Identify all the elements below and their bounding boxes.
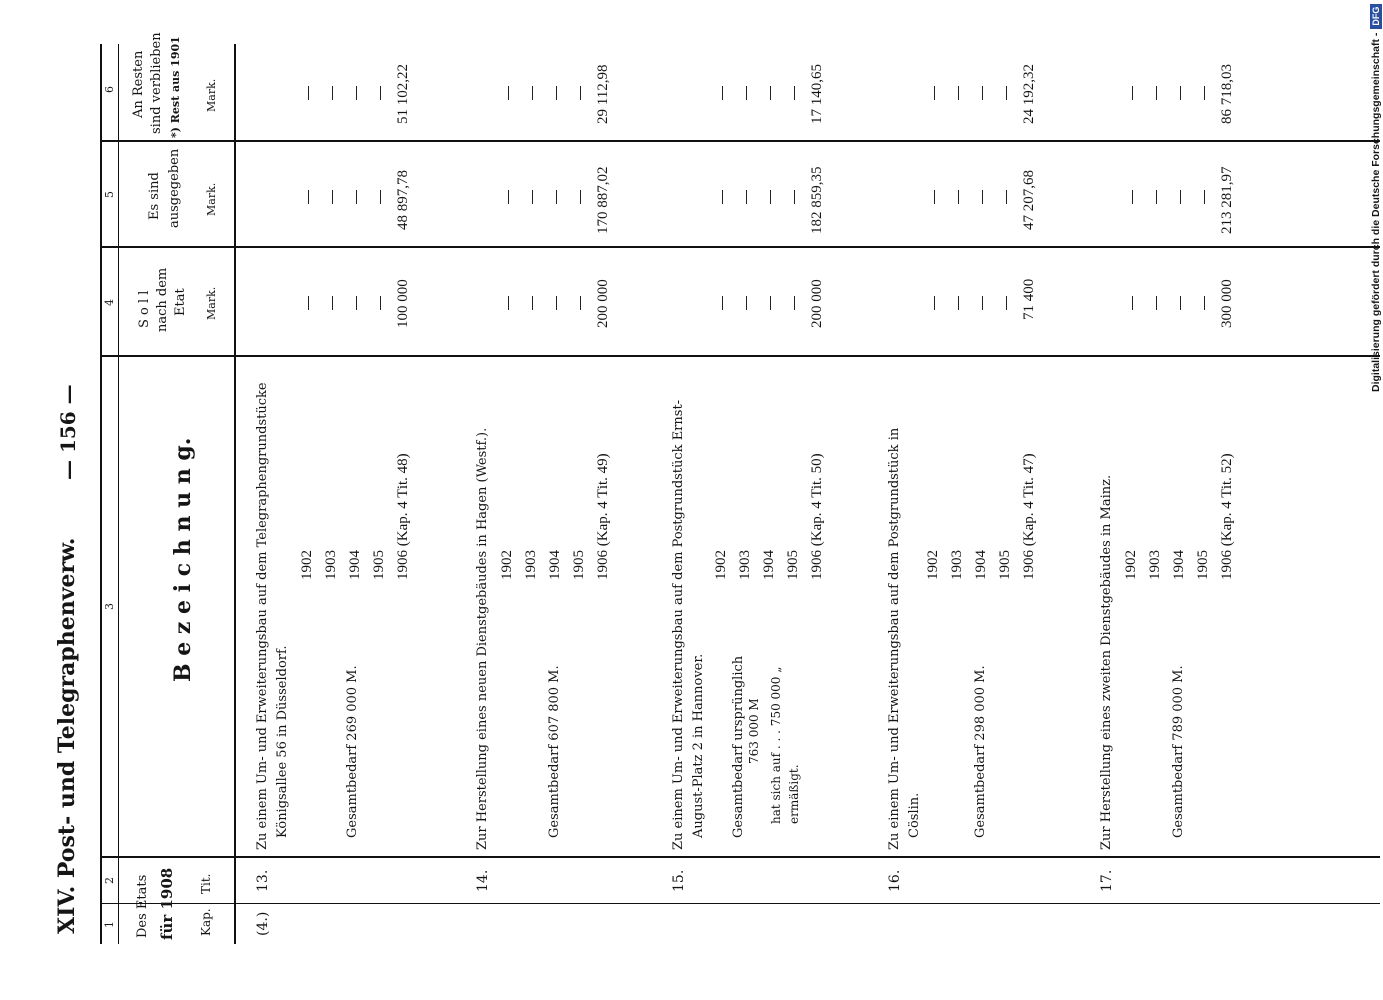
table-top-rule xyxy=(100,44,102,944)
year-row: 1904 xyxy=(973,550,989,580)
entry-tit: 13. xyxy=(255,869,271,892)
empty-value-dash xyxy=(1156,296,1157,310)
ausgegeben-value: 48 897,78 xyxy=(395,170,411,230)
empty-value-dash xyxy=(532,190,533,204)
year-row: 1905 xyxy=(1195,550,1211,580)
ausgegeben-value: 47 207,68 xyxy=(1021,170,1037,230)
empty-value-dash xyxy=(1132,190,1133,204)
empty-value-dash xyxy=(982,296,983,310)
ausgegeben-value: 182 859,35 xyxy=(809,166,825,234)
year-row: 1903 xyxy=(1147,550,1163,580)
empty-value-dash xyxy=(722,86,723,100)
entry-tit: 14. xyxy=(475,869,491,892)
empty-value-dash xyxy=(958,190,959,204)
empty-value-dash xyxy=(1180,86,1181,100)
empty-value-dash xyxy=(934,190,935,204)
year-row: 1902 xyxy=(1123,550,1139,580)
year-row: 1904 xyxy=(347,550,363,580)
year-row: 1903 xyxy=(323,550,339,580)
etat-header-line2: für 1908 xyxy=(158,867,176,940)
year-row: 1906 (Kap. 4 Tit. 48) xyxy=(395,453,411,580)
empty-value-dash xyxy=(1006,296,1007,310)
rest-value: 86 718,03 xyxy=(1219,64,1235,124)
empty-value-dash xyxy=(934,296,935,310)
rest-unit: Mark. xyxy=(205,78,218,112)
empty-value-dash xyxy=(532,86,533,100)
rest-value: 17 140,65 xyxy=(809,64,825,124)
empty-value-dash xyxy=(356,86,357,100)
page-number: — 156 — xyxy=(56,384,80,480)
soll-value: 200 000 xyxy=(809,279,825,328)
empty-value-dash xyxy=(982,190,983,204)
empty-value-dash xyxy=(746,296,747,310)
year-row: 1906 (Kap. 4 Tit. 47) xyxy=(1021,453,1037,580)
year-row: 1902 xyxy=(299,550,315,580)
tit-header: Tit. xyxy=(199,873,213,894)
col-divider-ausg-rest xyxy=(100,140,1380,142)
col-num-3: 3 xyxy=(103,603,116,610)
rest-header-line1: An Resten xyxy=(131,50,146,118)
digitization-note xyxy=(1370,4,1382,392)
kap-value: (4.) xyxy=(255,911,271,936)
empty-value-dash xyxy=(308,190,309,204)
empty-value-dash xyxy=(746,190,747,204)
year-row: 1905 xyxy=(785,550,801,580)
ausgegeben-value: 170 887,02 xyxy=(595,166,611,234)
empty-value-dash xyxy=(1156,190,1157,204)
empty-value-dash xyxy=(934,86,935,100)
empty-value-dash xyxy=(794,296,795,310)
entry-title: Zu einem Um- und Erweiterungsbau auf dem Postgrundstück in xyxy=(887,427,902,850)
col-num-6: 6 xyxy=(103,86,116,93)
column-number-rule xyxy=(118,44,119,944)
year-row: 1905 xyxy=(371,550,387,580)
empty-value-dash xyxy=(508,86,509,100)
empty-value-dash xyxy=(332,296,333,310)
empty-value-dash xyxy=(1180,296,1181,310)
rest-header-note: *) Rest aus 1901 xyxy=(169,36,182,138)
col-num-1: 1 xyxy=(103,921,116,928)
year-row: 1906 (Kap. 4 Tit. 50) xyxy=(809,453,825,580)
empty-value-dash xyxy=(746,86,747,100)
empty-value-dash xyxy=(722,190,723,204)
empty-value-dash xyxy=(508,296,509,310)
empty-value-dash xyxy=(1006,190,1007,204)
soll-value: 300 000 xyxy=(1219,279,1235,328)
empty-value-dash xyxy=(1204,86,1205,100)
bezeichnung-header: B e z e i c h n u n g. xyxy=(170,437,196,682)
entry-gesamtbedarf: Gesamtbedarf ursprünglich xyxy=(731,655,746,838)
entry-title: Zur Herstellung eines zweiten Dienstgebäudes in Mainz. xyxy=(1099,474,1114,850)
empty-value-dash xyxy=(380,86,381,100)
empty-value-dash xyxy=(1006,86,1007,100)
year-row: 1902 xyxy=(499,550,515,580)
entry-title: Zur Herstellung eines neuen Dienstgebäudes in Hagen (Westf.). xyxy=(475,427,490,850)
empty-value-dash xyxy=(580,296,581,310)
dfg-logo: DFG xyxy=(1370,4,1382,29)
soll-header-line2: nach dem xyxy=(155,267,170,332)
empty-value-dash xyxy=(1180,190,1181,204)
empty-value-dash xyxy=(770,86,771,100)
rest-header-line2: sind verblieben xyxy=(149,32,164,134)
empty-value-dash xyxy=(982,86,983,100)
rest-value: 29 112,98 xyxy=(595,64,611,124)
col-divider-kap-tit xyxy=(100,903,1380,904)
empty-value-dash xyxy=(770,296,771,310)
empty-value-dash xyxy=(380,190,381,204)
soll-value: 100 000 xyxy=(395,279,411,328)
entry-gesamtbedarf: Gesamtbedarf 298 000 M. xyxy=(973,665,988,838)
empty-value-dash xyxy=(556,86,557,100)
kap-header: Kap. xyxy=(199,908,213,936)
entry-title: Zu einem Um- und Erweiterungsbau auf dem Postgrundstück Ernst- xyxy=(671,399,686,850)
col-num-4: 4 xyxy=(103,299,116,306)
empty-value-dash xyxy=(580,190,581,204)
empty-value-dash xyxy=(794,190,795,204)
section-title: XIV. Post- und Telegraphenverw. xyxy=(54,537,80,934)
empty-value-dash xyxy=(556,296,557,310)
empty-value-dash xyxy=(308,86,309,100)
ausgegeben-header-line2: ausgegeben xyxy=(167,148,182,228)
year-row: 1905 xyxy=(571,550,587,580)
entry-gesamtbedarf-note: ermäßigt. xyxy=(787,764,801,824)
empty-value-dash xyxy=(380,296,381,310)
col-num-2: 2 xyxy=(103,877,116,884)
empty-value-dash xyxy=(356,190,357,204)
etat-header-line1: Des Etats xyxy=(135,874,150,938)
soll-value: 200 000 xyxy=(595,279,611,328)
entry-tit: 17. xyxy=(1099,869,1115,892)
entry-title-cont: Königsallee 56 in Düsseldorf. xyxy=(275,645,290,838)
ausgegeben-value: 213 281,97 xyxy=(1219,166,1235,234)
header-bottom-rule xyxy=(234,44,236,944)
empty-value-dash xyxy=(1132,86,1133,100)
col-divider-soll-ausg xyxy=(100,246,1380,248)
empty-value-dash xyxy=(722,296,723,310)
empty-value-dash xyxy=(1132,296,1133,310)
entry-gesamtbedarf-original: 763 000 M xyxy=(747,698,761,764)
year-row: 1905 xyxy=(997,550,1013,580)
empty-value-dash xyxy=(1204,296,1205,310)
soll-unit: Mark. xyxy=(205,286,218,320)
entry-title-cont: Cöslin. xyxy=(907,792,922,838)
rest-value: 24 192,32 xyxy=(1021,64,1037,124)
digitization-note-text: Digitalisierung gefördert durch die Deutsche Forschungsgemeinschaft - xyxy=(1370,32,1382,392)
soll-header-line1: S o l l xyxy=(137,290,152,328)
ausgegeben-header-line1: Es sind xyxy=(147,172,162,220)
year-row: 1904 xyxy=(1171,550,1187,580)
entry-tit: 15. xyxy=(671,869,687,892)
year-row: 1902 xyxy=(713,550,729,580)
empty-value-dash xyxy=(356,296,357,310)
empty-value-dash xyxy=(508,190,509,204)
empty-value-dash xyxy=(332,86,333,100)
year-row: 1906 (Kap. 4 Tit. 52) xyxy=(1219,453,1235,580)
year-row: 1903 xyxy=(949,550,965,580)
entry-title-cont: August-Platz 2 in Hannover. xyxy=(691,653,706,838)
empty-value-dash xyxy=(556,190,557,204)
entry-gesamtbedarf-reduced: hat sich auf . . . 750 000 „ xyxy=(769,666,783,824)
empty-value-dash xyxy=(794,86,795,100)
soll-value: 71 400 xyxy=(1021,278,1037,320)
col-num-5: 5 xyxy=(103,191,116,198)
empty-value-dash xyxy=(332,190,333,204)
entry-title: Zu einem Um- und Erweiterungsbau auf dem Telegraphengrundstücke xyxy=(255,382,270,850)
soll-header-line3: Etat xyxy=(173,288,188,316)
year-row: 1906 (Kap. 4 Tit. 49) xyxy=(595,453,611,580)
empty-value-dash xyxy=(958,86,959,100)
entry-gesamtbedarf: Gesamtbedarf 269 000 M. xyxy=(345,665,360,838)
year-row: 1903 xyxy=(523,550,539,580)
col-divider-text-soll xyxy=(100,355,1380,357)
empty-value-dash xyxy=(532,296,533,310)
ausgegeben-unit: Mark. xyxy=(205,182,218,216)
empty-value-dash xyxy=(770,190,771,204)
rest-value: 51 102,22 xyxy=(395,64,411,124)
entry-tit: 16. xyxy=(887,869,903,892)
empty-value-dash xyxy=(958,296,959,310)
empty-value-dash xyxy=(308,296,309,310)
year-row: 1904 xyxy=(761,550,777,580)
entry-gesamtbedarf: Gesamtbedarf 607 800 M. xyxy=(547,665,562,838)
empty-value-dash xyxy=(1156,86,1157,100)
empty-value-dash xyxy=(580,86,581,100)
col-divider-tit-text xyxy=(100,856,1380,858)
empty-value-dash xyxy=(1204,190,1205,204)
year-row: 1902 xyxy=(925,550,941,580)
year-row: 1904 xyxy=(547,550,563,580)
year-row: 1903 xyxy=(737,550,753,580)
entry-gesamtbedarf: Gesamtbedarf 789 000 M. xyxy=(1171,665,1186,838)
